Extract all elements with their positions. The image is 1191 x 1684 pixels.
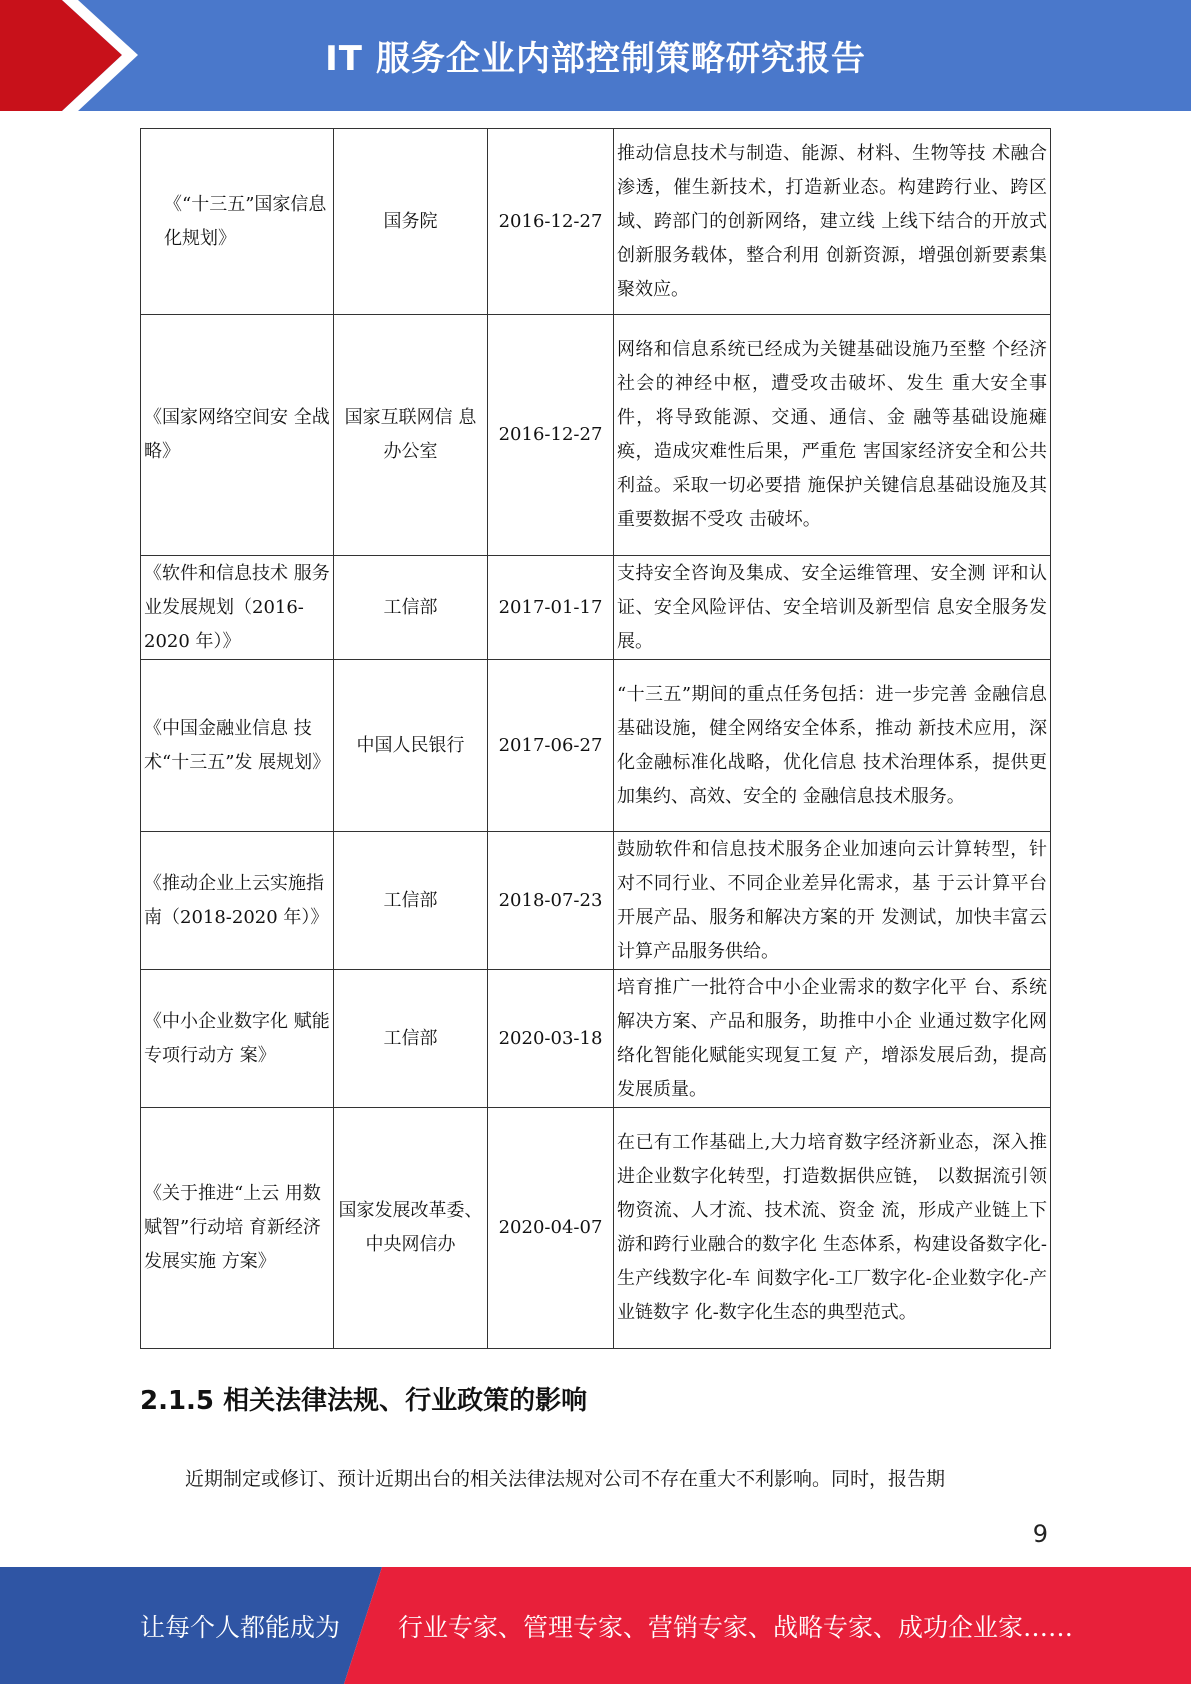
section-heading: 2.1.5 相关法律法规、行业政策的影响 [140, 1386, 588, 1416]
policy-issuer: 工信部 [334, 832, 488, 970]
section-body: 近期制定或修订、预计近期出台的相关法律法规对公司不存在重大不利影响。同时，报告期 [185, 1468, 946, 1490]
policy-name: 《关于推进“上云 用数赋智”行动培 育新经济发展实施 方案》 [141, 1108, 334, 1349]
table-row [141, 129, 1051, 315]
policy-issuer: 工信部 [334, 970, 488, 1108]
header-title: IT 服务企业内部控制策略研究报告 [325, 39, 866, 79]
footer-slogan-right: 行业专家、管理专家、营销专家、战略专家、成功企业家…… [398, 1612, 1074, 1642]
footer-slogan-left: 让每个人都能成为 [140, 1612, 341, 1642]
policy-name: 《软件和信息技术 服务业发展规划（2016-2020 年）》 [141, 556, 334, 660]
policy-content: 在已有工作基础上,大力培育数字经济新业态，深入推进企业数字化转型，打造数据供应链， 以数据流引领物资流、人才流、技术流、资金 流，形成产业链上下游和跨行业融合的数字化 生态体系，构建设备数字化-生产线数字化-车 间数字化-工厂数字化-企业数字化-产业链数字 化-数字化生态的典型范式。 [614, 1108, 1051, 1349]
policy-date: 2020-04-07 [488, 1108, 614, 1349]
policy-date: 2016-12-27 [488, 315, 614, 556]
policy-content: 推动信息技术与制造、能源、材料、生物等技 术融合渗透，催生新技术，打造新业态。构建跨行业、跨区域、跨部门的创新网络，建立线 上线下结合的开放式创新服务载体，整合利用 创新资源，增强创新要素集聚效应。 [614, 129, 1051, 315]
policy-name: 《推动企业上云实施指南（2018-2020 年）》 [141, 832, 334, 970]
page-footer [0, 1567, 1191, 1684]
policy-content: 支持安全咨询及集成、安全运维管理、安全测 评和认证、安全风险评估、安全培训及新型信 息安全服务发展。 [614, 556, 1051, 660]
policy-name: 《中小企业数字化 赋能专项行动方 案》 [141, 970, 334, 1108]
table-row [141, 970, 1051, 1108]
policy-issuer: 国家互联网信 息办公室 [334, 315, 488, 556]
policy-issuer: 国务院 [334, 129, 488, 315]
page-number: 9 [1032, 1520, 1048, 1548]
policy-date: 2020-03-18 [488, 970, 614, 1108]
policy-date: 2016-12-27 [488, 129, 614, 315]
table-row [141, 556, 1051, 660]
policy-content: 鼓励软件和信息技术服务企业加速向云计算转型，针对不同行业、不同企业差异化需求，基 于云计算平台开展产品、服务和解决方案的开 发测试，加快丰富云计算产品服务供给。 [614, 832, 1051, 970]
policy-date: 2017-06-27 [488, 660, 614, 832]
policy-content: 培育推广一批符合中小企业需求的数字化平 台、系统解决方案、产品和服务，助推中小企 业通过数字化网络化智能化赋能实现复工复 产，增添发展后劲，提高发展质量。 [614, 970, 1051, 1108]
policy-date: 2017-01-17 [488, 556, 614, 660]
policy-table [140, 128, 1051, 1349]
policy-issuer: 工信部 [334, 556, 488, 660]
policy-name: 《中国金融业信息 技术“十三五”发 展规划》 [141, 660, 334, 832]
chevron-arrow-icon [0, 0, 160, 111]
policy-issuer: 国家发展改革委、中央网信办 [334, 1108, 488, 1349]
table-row [141, 315, 1051, 556]
policy-issuer: 中国人民银行 [334, 660, 488, 832]
policy-content: 网络和信息系统已经成为关键基础设施乃至整 个经济社会的神经中枢，遭受攻击破坏、发生 重大安全事件，将导致能源、交通、通信、金 融等基础设施瘫痪，造成灾难性后果，严重危 害国家经济安全和公共利益。采取一切必要措 施保护关键信息基础设施及其重要数据不受攻 击破坏。 [614, 315, 1051, 556]
table-row [141, 832, 1051, 970]
page-header [0, 0, 1191, 111]
table-row [141, 1108, 1051, 1349]
policy-date: 2018-07-23 [488, 832, 614, 970]
table-row [141, 660, 1051, 832]
policy-name: 《国家网络空间安 全战略》 [141, 315, 334, 556]
policy-name: 《“十三五”国家信息化规划》 [141, 129, 334, 315]
policy-content: “十三五”期间的重点任务包括：进一步完善 金融信息基础设施，健全网络安全体系，推动 新技术应用，深化金融标准化战略，优化信息 技术治理体系，提供更加集约、高效、安全的 金融信息技术服务。 [614, 660, 1051, 832]
